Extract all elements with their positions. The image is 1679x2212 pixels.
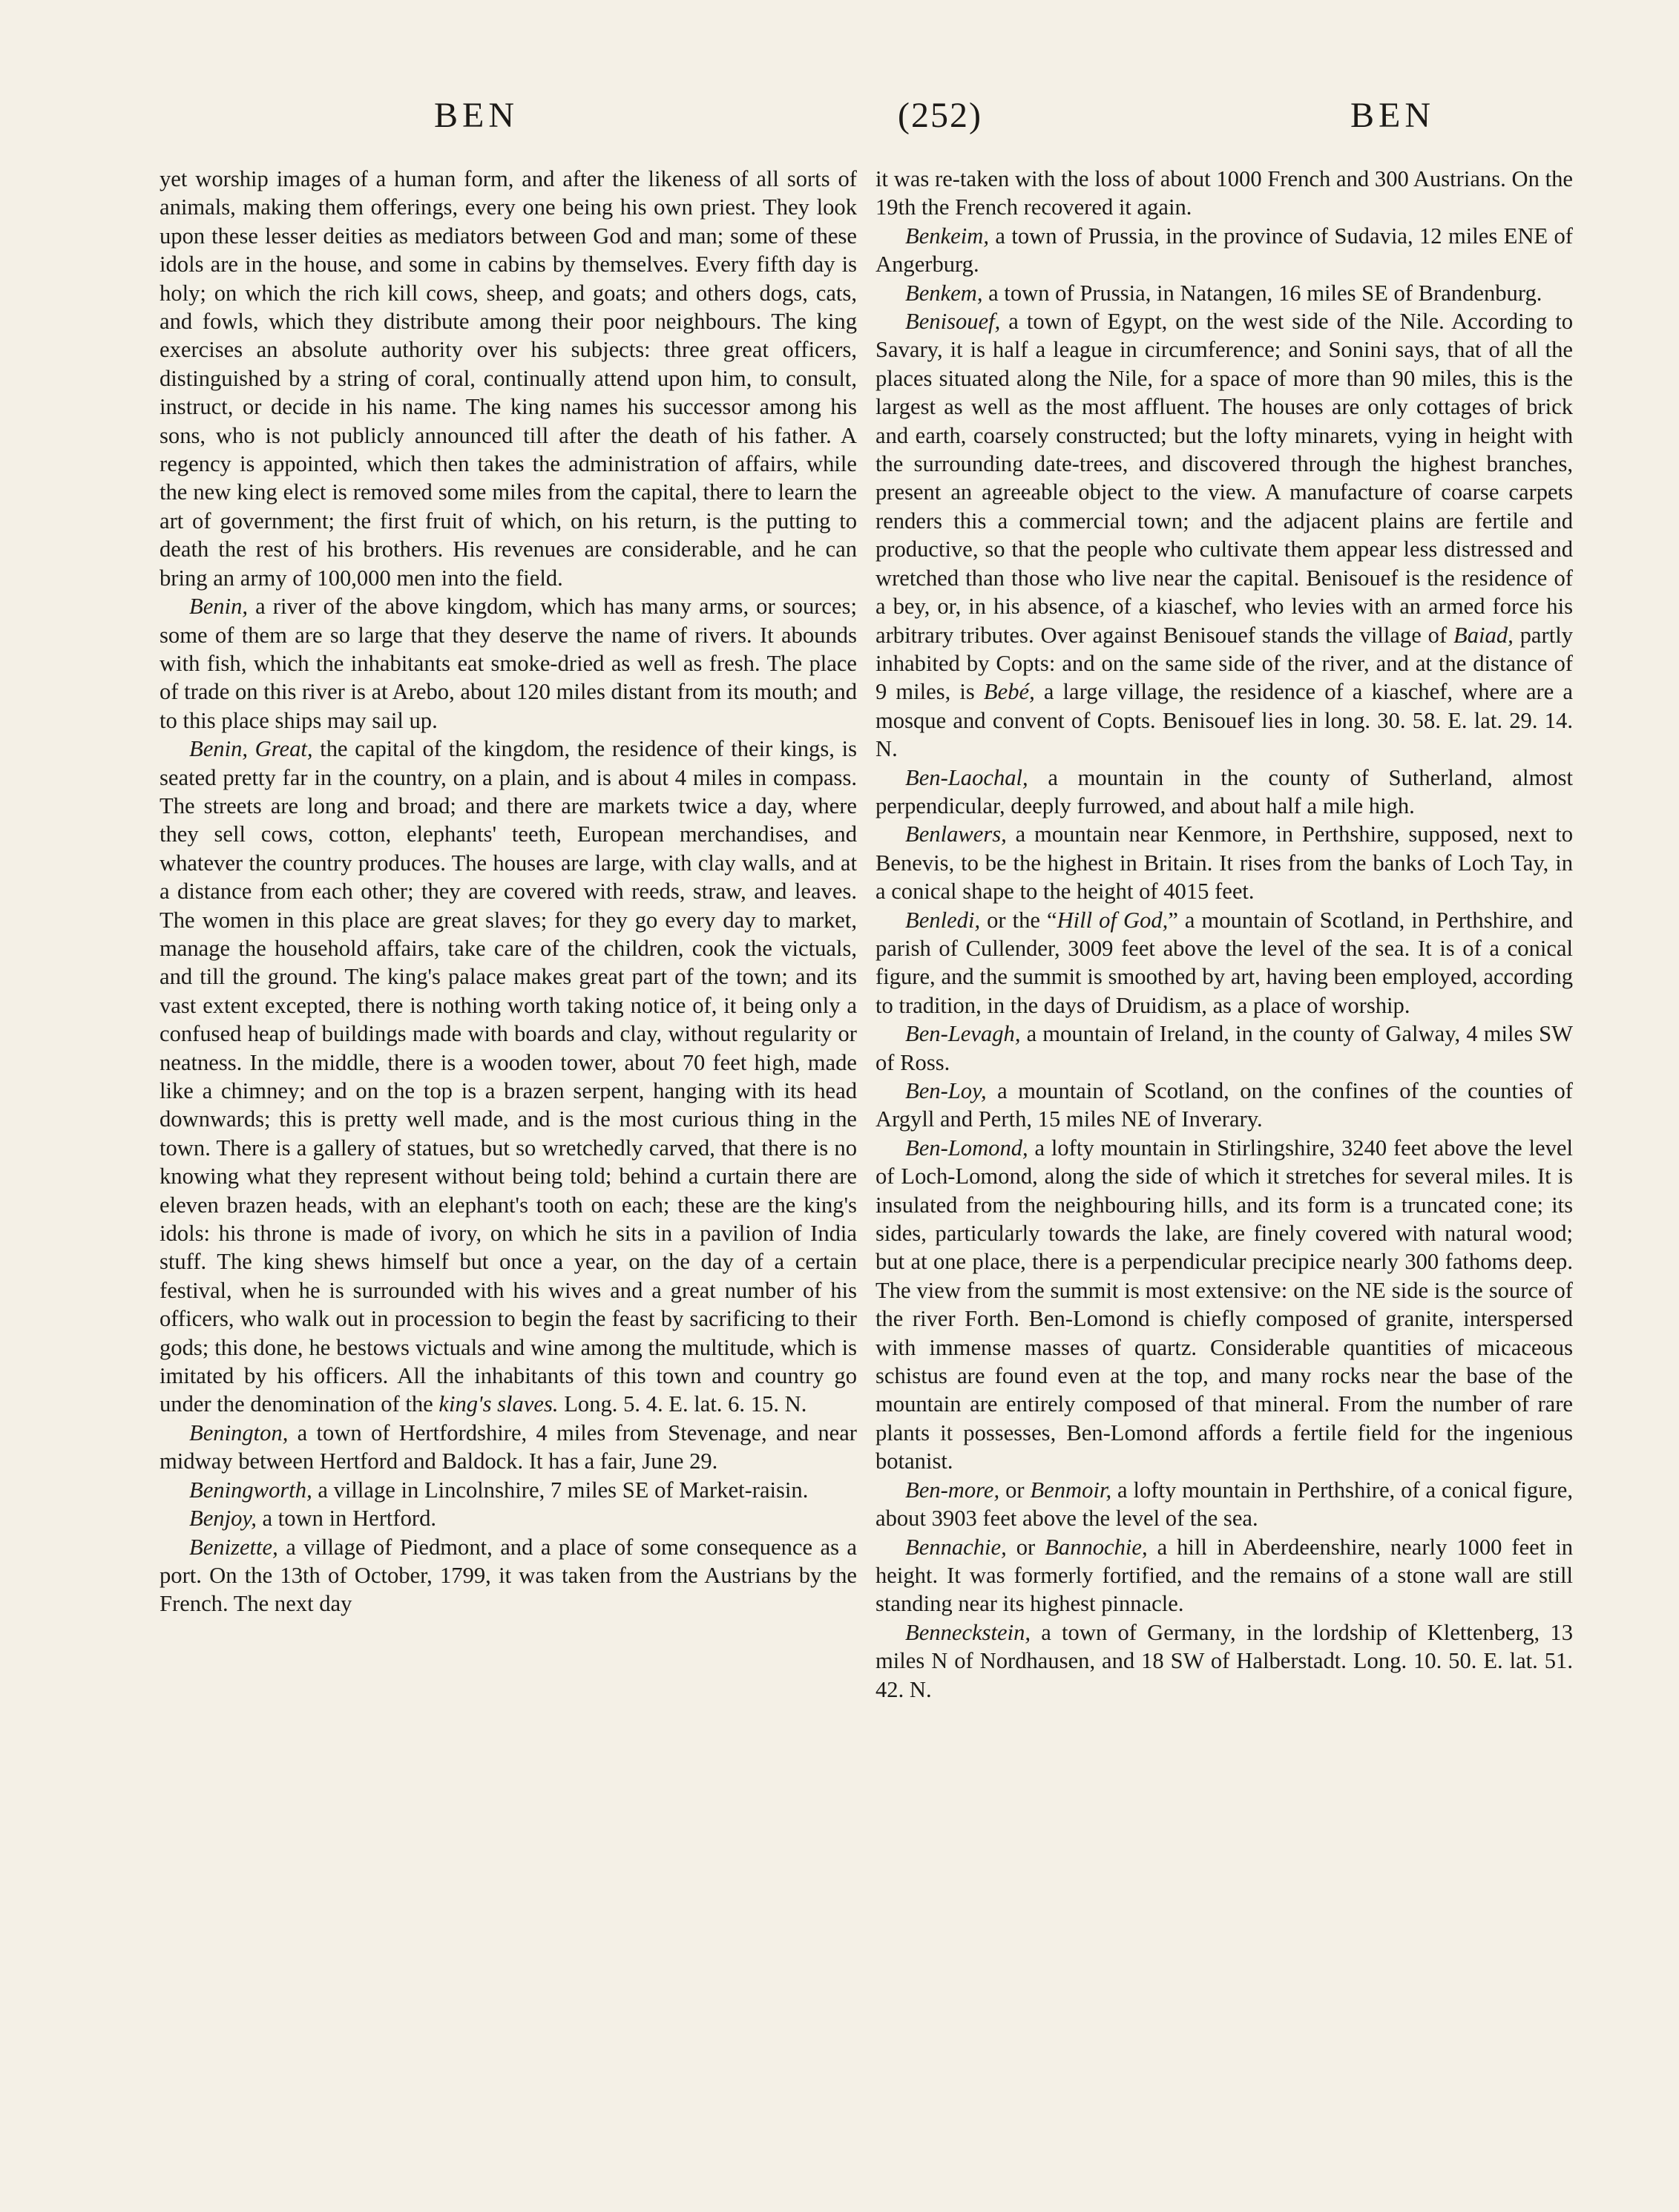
- entry-text: a mountain near Kenmore, in Perthshire, supposed, next to Benevis, to be the highest in Britain. It rises from the banks of Loch Tay, in a conical shape to the height of 4015 feet.: [875, 821, 1573, 905]
- entry-text: Long. 5. 4. E. lat. 6. 15. N.: [558, 1391, 807, 1417]
- dictionary-entry: [875, 1077, 1573, 1134]
- entry-text: a town in Hertford.: [256, 1506, 437, 1532]
- entry-headword: Bennachie,: [905, 1534, 1007, 1560]
- entry-text: a lofty mountain in Stirlingshire, 3240 feet above the level of Loch-Lomond, along the side of which it stretches for several miles. It is insulated from the neighbouring hills, and its form is a truncated cone; its sides, particularly towards the lake, are finely covered with natural wood; but at one place, there is a perpendicular precipice nearly 300 fathoms deep. The view from the summit is most extensive: on the NE side is the source of the river Forth. Ben-Lomond is chiefly composed of granite, interspersed with immense masses of quartz. Considerable quantities of micaceous schistus are found even at the top, and many rocks near the base of the mountain are entirely composed of that mineral. From the number of rare plants it possesses, Ben-Lomond affords a fertile field for the ingenious botanist.: [875, 1135, 1573, 1474]
- continued-paragraph: [160, 165, 857, 592]
- entry-headword: Benin, Great,: [189, 736, 313, 762]
- dictionary-entry: [875, 222, 1573, 279]
- entry-text: or: [999, 1477, 1031, 1503]
- entry-text: a large village, the residence of a kiaschef, where are a mosque and convent of Copts. Benisouef lies in long. 30. 58. E. lat. 29. 14. N.: [875, 679, 1573, 762]
- entry-text: a lofty mountain in Perthshire, of a conical figure, about 3903 feet above the level of the sea.: [875, 1477, 1573, 1532]
- entry-headword: Ben-Loy,: [905, 1078, 987, 1103]
- entry-text: a village of Piedmont, and a place of some consequence as a port. On the 13th of October, 1799, it was taken from the Austrians by the French. The next day: [160, 1534, 857, 1617]
- entry-italic-text: Baiad,: [1453, 622, 1514, 648]
- entry-headword: Beningworth,: [189, 1477, 312, 1503]
- entry-italic-text: Hill of God,: [1057, 907, 1169, 933]
- dictionary-entry: [875, 820, 1573, 905]
- entry-text: partly inhabited by Copts: and on the same side of the river, and at the distance of 9 miles, is: [875, 622, 1573, 705]
- entry-headword: Benledi,: [905, 907, 981, 933]
- entry-headword: Benin,: [189, 594, 249, 620]
- entry-text: a river of the above kingdom, which has many arms, or sources; some of them are so large that they deserve the name of rivers. It abounds with fish, which the inhabitants eat smoke-dried as well as fresh. The place of trade on this river is at Arebo, about 120 miles distant from its mouth; and to this place ships may sail up.: [160, 594, 857, 733]
- dictionary-entry: [875, 764, 1573, 821]
- entry-text: a hill in Aberdeenshire, nearly 1000 feet in height. It was formerly fortified, and the remains of a stone wall are still standing near its highest pinnacle.: [875, 1534, 1573, 1617]
- entry-text: a mountain of Scotland, on the confines of the counties of Argyll and Perth, 15 miles NE of Inverary.: [875, 1078, 1573, 1132]
- entry-text: a town of Prussia, in Natangen, 16 miles SE of Brandenburg.: [982, 280, 1542, 306]
- dictionary-entry: [875, 1134, 1573, 1476]
- entry-headword: Benington,: [189, 1420, 289, 1445]
- running-header: [156, 95, 1588, 147]
- entry-headword: Benjoy,: [189, 1506, 257, 1532]
- entry-text: or the “: [980, 907, 1057, 933]
- entry-italic-text: king's slaves.: [438, 1391, 559, 1417]
- entry-text: or: [1006, 1534, 1045, 1560]
- header-left-word: BEN: [434, 96, 519, 135]
- entry-text: yet worship images of a human form, and after the likeness of all sorts of animals, making them offerings, every one being his own priest. They look upon these lesser deities as mediators between God and man; some of these idols are in the house, and some in cabins by themselves. Every fifth day is holy; on which the rich kill cows, sheep, and goats; and others dogs, cats, and fowls, which they distribute among their poor neighbours. The king exercises an absolute authority over his subjects: three great officers, distinguished by a string of coral, continually attend upon him, to consult, instruct, or decide in his name. The king names his successor among his sons, who is not publicly announced till after the death of his father. A regency is appointed, which then takes the administration of affairs, while the new king elect is removed some miles from the capital, there to learn the art of government; the first fruit of which, on his return, is the putting to death the rest of his brothers. His revenues are considerable, and he can bring an army of 100,000 men into the field.: [160, 166, 857, 591]
- entry-headword: Benizette,: [189, 1534, 278, 1560]
- dictionary-entry: [875, 279, 1573, 307]
- entry-text: a town of Prussia, in the province of Sudavia, 12 miles ENE of Angerburg.: [875, 223, 1573, 278]
- entry-headword: Ben-Lomond,: [905, 1135, 1028, 1161]
- entry-text: it was re-taken with the loss of about 1000 French and 300 Austrians. On the 19th the French recovered it again.: [875, 166, 1573, 220]
- dictionary-entry: [875, 1020, 1573, 1077]
- entry-text: ” a mountain of Scotland, in Perthshire, and parish of Cullender, 3009 feet above the level of the sea. It is of a conical figure, and the summit is smoothed by art, having been employed, according to tradition, in the days of Druidism, as a place of worship.: [875, 907, 1573, 1018]
- dictionary-entry: [875, 1476, 1573, 1533]
- entry-text: a town of Egypt, on the west side of the Nile. According to Savary, it is half a league in circumference; and Sonini says, that of all the places situated along the Nile, for a space of more than 90 miles, this is the largest as well as the most affluent. The houses are only cottages of brick and earth, coarsely constructed; but the lofty minarets, vying in height with the surrounding date-trees, and discovered through the highest branches, present an agreeable object to the view. A manufacture of coarse carpets renders this a commercial town; and the adjacent plains are fertile and productive, so that the people who cultivate them appear less distressed and wretched than those who live near the capital. Benisouef is the residence of a bey, or, in his absence, of a kiaschef, who levies with an armed force his arbitrary tributes. Over against Benisouef stands the village of: [875, 309, 1573, 648]
- entry-italic-text: Bannochie,: [1045, 1534, 1148, 1560]
- entry-headword: Benneckstein,: [905, 1619, 1031, 1645]
- entry-headword: Benisouef,: [905, 309, 1001, 335]
- right-column: [875, 165, 1573, 1704]
- entry-headword: Benkem,: [905, 280, 983, 306]
- header-right-word: BEN: [1350, 96, 1435, 135]
- dictionary-entry: [875, 1533, 1573, 1618]
- dictionary-entry: [160, 592, 857, 735]
- dictionary-entry: [875, 906, 1573, 1020]
- entry-text: a mountain of Ireland, in the county of Galway, 4 miles SW of Ross.: [875, 1021, 1573, 1075]
- entry-headword: Benkeim,: [905, 223, 989, 249]
- dictionary-entry: [875, 307, 1573, 764]
- continued-paragraph: [875, 165, 1573, 222]
- entry-italic-text: Bebé,: [983, 679, 1035, 705]
- dictionary-entry: [160, 735, 857, 1419]
- entry-text: a town of Germany, in the lordship of Klettenberg, 13 miles N of Nordhausen, and 18 SW of Halberstadt. Long. 10. 50. E. lat. 51. 42. N.: [875, 1619, 1573, 1702]
- entry-headword: Benlawers,: [905, 821, 1007, 847]
- entry-text: a village in Lincolnshire, 7 miles SE of Market-raisin.: [312, 1477, 809, 1503]
- entry-italic-text: Benmoir,: [1030, 1477, 1112, 1503]
- entry-headword: Ben-Levagh,: [905, 1021, 1021, 1047]
- left-column: [160, 165, 857, 1618]
- entry-headword: Ben-Laochal,: [905, 764, 1028, 790]
- dictionary-entry: [875, 1618, 1573, 1704]
- dictionary-entry: [160, 1533, 857, 1618]
- entry-text: a mountain in the county of Sutherland, almost perpendicular, deeply furrowed, and about half a mile high.: [875, 764, 1573, 818]
- dictionary-entry: [160, 1419, 857, 1476]
- entry-text: the capital of the kingdom, the residence of their kings, is seated pretty far in the country, on a plain, and is about 4 miles in compass. The streets are long and broad; and there are markets twice a day, where they sell cows, cotton, elephants' teeth, European merchandises, and whatever the country produces. The houses are large, with clay walls, and at a distance from each other; they are covered with reeds, straw, and leaves. The women in this place are great slaves; for they go every day to market, manage the household affairs, take care of the children, cook the victuals, and till the ground. The king's palace makes great part of the town; and its vast extent excepted, there is nothing worth taking notice of, it being only a confused heap of buildings made with boards and clay, without regularity or neatness. In the middle, there is a wooden tower, about 70 feet high, made like a chimney; and on the top is a brazen serpent, hanging with its head downwards; this is pretty well made, and is the most curious thing in the town. There is a gallery of statues, but so wretchedly carved, that there is no knowing what they represent without being told; behind a curtain there are eleven brazen heads, with an elephant's tooth on each; these are the king's idols: his throne is made of ivory, on which he sits in a pavilion of India stuff. The king shews himself but once a year, on the day of a certain festival, when he is surrounded with his wives and a great number of his officers, who walk out in procession to begin the feast by sacrificing to their gods; this done, he bestows victuals and wine among the multitude, which is imitated by his officers. All the inhabitants of this town and country go under the denomination of the: [160, 736, 857, 1417]
- dictionary-entry: [160, 1476, 857, 1504]
- dictionary-entry: [160, 1504, 857, 1532]
- entry-headword: Ben-more,: [905, 1477, 1000, 1503]
- entry-text: a town of Hertfordshire, 4 miles from Stevenage, and near midway between Hertford and Baldock. It has a fair, June 29.: [160, 1420, 857, 1474]
- page-number: (252): [898, 96, 982, 135]
